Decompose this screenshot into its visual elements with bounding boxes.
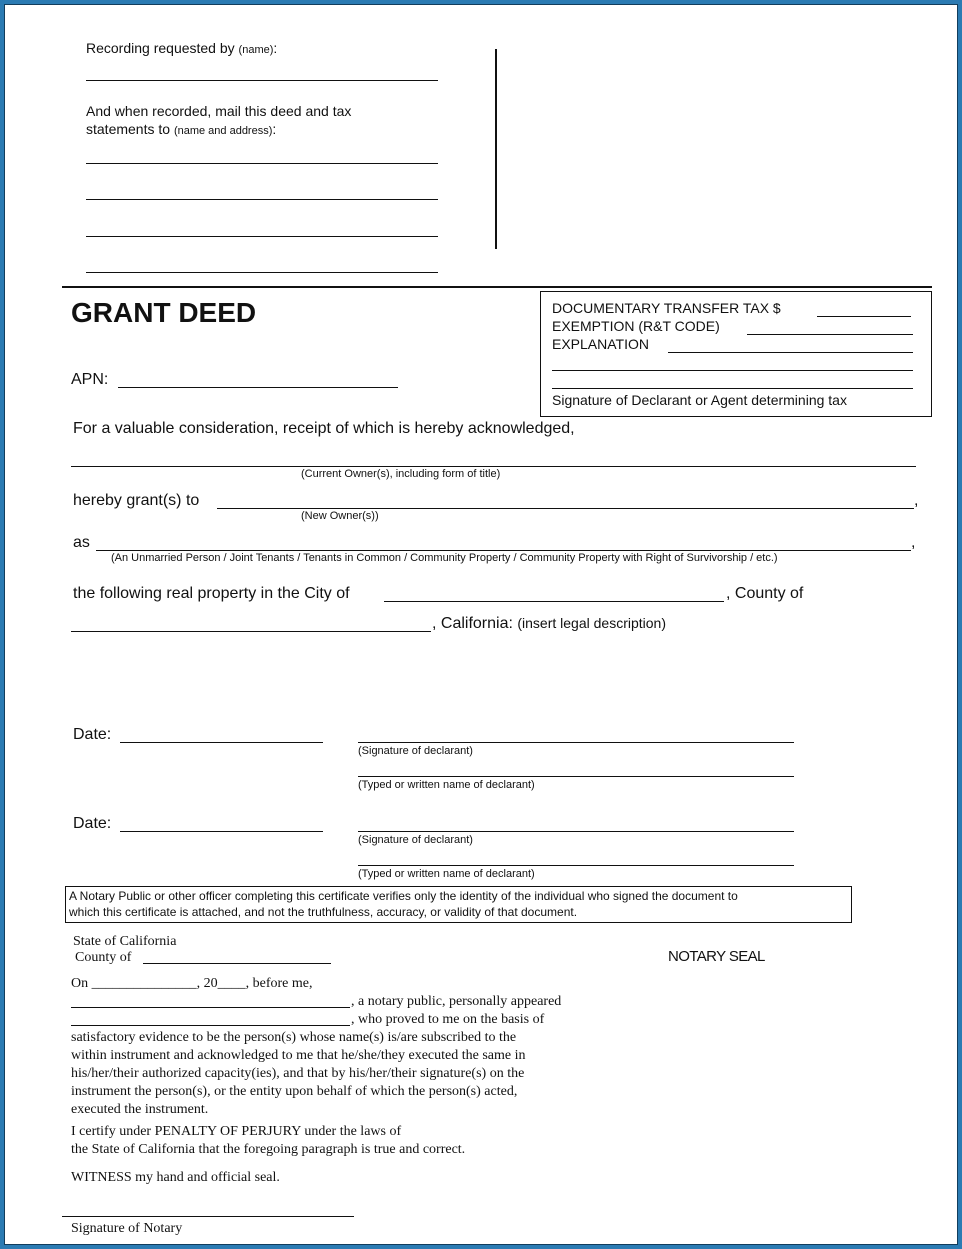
state-label: , California: (insert legal description)	[432, 615, 666, 632]
transfer-tax-box	[540, 291, 932, 417]
notary-county-label: County of	[75, 950, 132, 965]
mail-to-line1: And when recorded, mail this deed and tax	[86, 103, 352, 119]
county-text: County of	[734, 585, 804, 602]
notary-disclaimer-line2: which this certificate is attached, and not the truthfulness, accuracy, or validity of that document.	[69, 905, 578, 919]
declarant-signature-line[interactable]	[552, 388, 913, 389]
recording-requested-label: Recording requested by (name):	[86, 40, 278, 56]
apn-label: APN:	[71, 371, 109, 388]
declarant-signature-line-2[interactable]	[358, 831, 794, 832]
notary-signature-label: Signature of Notary	[71, 1221, 183, 1236]
title-form-line[interactable]	[96, 550, 911, 551]
notary-body-line-1: satisfactory evidence to be the person(s) whose name(s) is/are subscribed to the	[71, 1030, 517, 1045]
notary-body-line-5: executed the instrument.	[71, 1102, 209, 1117]
apn-field-line[interactable]	[118, 387, 398, 388]
legal-description-hint: (insert legal description)	[517, 615, 666, 631]
explanation-line[interactable]	[668, 352, 913, 353]
notary-disclaimer-line1: A Notary Public or other officer completing this certificate verifies only the identity of the individual who signed the document to	[69, 889, 738, 903]
recorder-space-divider	[495, 49, 497, 249]
declarant-name-line-1[interactable]	[358, 776, 794, 777]
as-label: as	[73, 534, 90, 551]
county-line[interactable]	[71, 631, 431, 632]
title-form-hint: (An Unmarried Person / Joint Tenants / Tenants in Common / Community Property / Community Property with Right of Survivorship / etc.)	[111, 552, 778, 564]
notary-body-line-3: his/her/their authorized capacity(ies), and that by his/her/their signature(s) on the	[71, 1066, 525, 1081]
notary-appeared-text: , a notary public, personally appeared	[351, 994, 562, 1009]
declarant-signature-hint-1: (Signature of declarant)	[358, 745, 473, 757]
mail-to-line-4[interactable]	[86, 272, 438, 273]
declarant-name-line-2[interactable]	[358, 865, 794, 866]
state-text: California:	[440, 615, 513, 632]
notary-disclaimer-box	[65, 886, 852, 923]
notary-body-line-4: instrument the person(s), or the entity upon behalf of which the person(s) acted,	[71, 1084, 518, 1099]
as-comma: ,	[911, 534, 916, 551]
notary-name-line[interactable]	[71, 1007, 350, 1008]
notary-state-line: State of California	[73, 934, 177, 949]
explanation-line-2[interactable]	[552, 370, 913, 371]
transfer-tax-line[interactable]	[817, 316, 911, 317]
new-owner-line[interactable]	[217, 508, 914, 509]
grant-label: hereby grant(s) to	[73, 492, 200, 509]
notary-body-line-2: within instrument and acknowledged to me that he/she/they executed the same in	[71, 1048, 526, 1063]
requested-by-line[interactable]	[86, 80, 438, 81]
mail-to-line2: statements to (name and address):	[86, 121, 277, 137]
declarant-signature-label: Signature of Declarant or Agent determining tax	[552, 392, 847, 408]
date-label-2: Date:	[73, 815, 112, 832]
grant-comma: ,	[914, 492, 919, 509]
header-rule	[62, 286, 932, 288]
explanation-label: EXPLANATION	[552, 336, 649, 352]
certify-line-2: the State of California that the foregoing paragraph is true and correct.	[71, 1142, 466, 1157]
county-label: , County of	[726, 585, 804, 602]
notary-seal-label: NOTARY SEAL	[668, 948, 765, 965]
current-owner-hint: (Current Owner(s), including form of title)	[301, 468, 501, 480]
notary-proved-text: , who proved to me on the basis of	[351, 1012, 545, 1027]
city-line[interactable]	[384, 601, 724, 602]
notary-on-line: On _______________, 20____, before me,	[71, 976, 313, 991]
grant-deed-document	[4, 4, 958, 1245]
mail-to-label: statements to	[86, 121, 171, 137]
mail-to-line-3[interactable]	[86, 236, 438, 237]
witness-line: WITNESS my hand and official seal.	[71, 1170, 280, 1185]
certify-line-1: I certify under PENALTY OF PERJURY under the laws of	[71, 1124, 402, 1139]
page-title: GRANT DEED	[71, 297, 257, 328]
notary-signature-line[interactable]	[62, 1216, 354, 1217]
mail-to-hint: (name and address)	[173, 125, 273, 137]
exemption-line[interactable]	[747, 334, 913, 335]
declarant-name-hint-2: (Typed or written name of declarant)	[358, 868, 535, 880]
requested-by-hint: (name)	[238, 44, 274, 56]
date-line-1[interactable]	[120, 742, 323, 743]
consideration-intro: For a valuable consideration, receipt of which is hereby acknowledged,	[73, 420, 575, 437]
exemption-label: EXEMPTION (R&T CODE)	[552, 318, 720, 334]
mail-to-line-2[interactable]	[86, 199, 438, 200]
property-text: the following real property in the City of	[73, 585, 350, 602]
transfer-tax-label: DOCUMENTARY TRANSFER TAX $	[552, 300, 781, 316]
mail-to-line-1[interactable]	[86, 163, 438, 164]
declarant-signature-line-1[interactable]	[358, 742, 794, 743]
current-owner-line[interactable]	[71, 466, 916, 467]
requested-by-text: Recording requested by	[86, 40, 235, 56]
date-label-1: Date:	[73, 726, 112, 743]
new-owner-hint: (New Owner(s))	[301, 510, 379, 522]
appeared-person-line[interactable]	[71, 1025, 350, 1026]
notary-county-line[interactable]	[143, 963, 331, 964]
declarant-signature-hint-2: (Signature of declarant)	[358, 834, 473, 846]
declarant-name-hint-1: (Typed or written name of declarant)	[358, 779, 535, 791]
date-line-2[interactable]	[120, 831, 323, 832]
